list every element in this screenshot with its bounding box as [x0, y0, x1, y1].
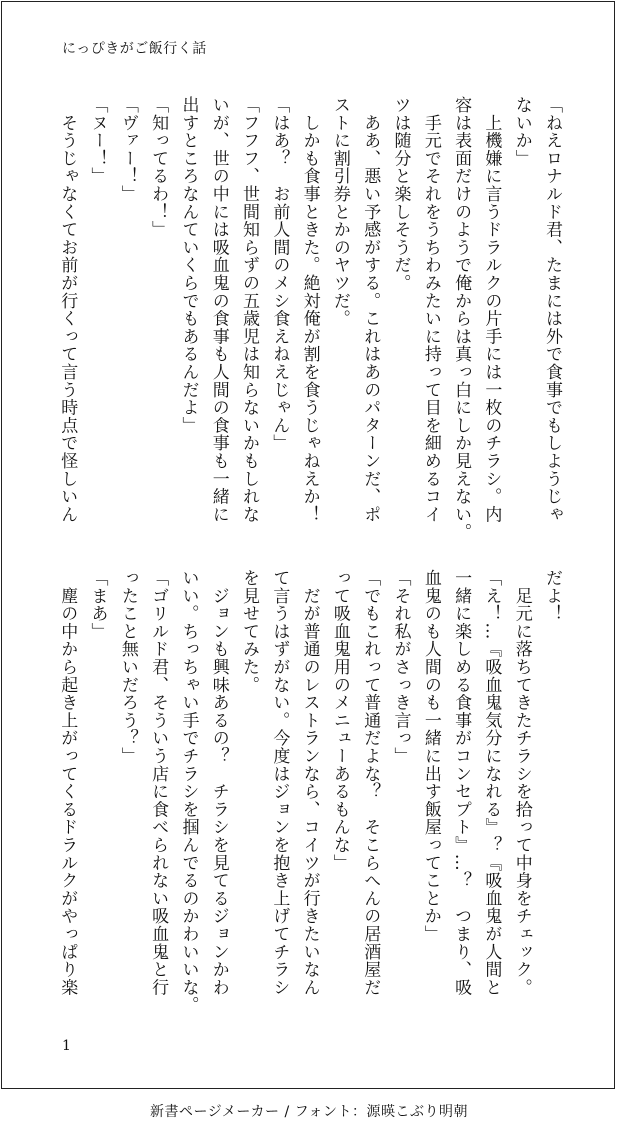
text-line: 上機嫌に言うドラルクの片手には一枚のチラシ。内: [481, 96, 502, 524]
text-line: 「ヴァー！」: [117, 96, 138, 203]
text-line: しかも食事ときた。絶対俺が割を食うじゃねえか！: [299, 96, 320, 524]
text-line: て言うはずがない。今度はジョンを抱き上げてチラシ: [269, 569, 290, 997]
text-line: 足元に落ちてきたチラシを拾って中身をチェック。: [511, 569, 532, 997]
running-header: にっぴきがご飯行く話: [62, 41, 207, 57]
text-line: 「え！…『吸血鬼気分になれる』？『吸血鬼が人間と: [481, 569, 502, 997]
text-line: いい。ちっちゃい手でチラシを掴んでるのかわいいな。: [178, 569, 199, 1014]
text-line: 塵の中から起き上がってくるドラルクがやっぱり楽: [57, 569, 78, 997]
text-line: だよ！: [542, 569, 562, 623]
footer-credit: 新書ページメーカー / フォント：源暎こぶり明朝: [150, 1104, 468, 1120]
text-line: 血鬼のも人間のも一緒に出す飯屋ってことか」: [420, 569, 441, 943]
text-line: 「ねえロナルド君、たまには外で食事でもしようじゃ: [542, 96, 562, 524]
text-line: ったこと無いだろう？」: [117, 569, 138, 765]
text-line: 「フフフ、世間知らずの五歳児は知らないかもしれな: [239, 96, 260, 524]
text-line: 「でもこれって普通だよな？ そこらへんの居酒屋だ: [360, 569, 381, 997]
text-line: って吸血鬼用のメニューあるもんな」: [329, 569, 350, 872]
text-line: ツは随分と楽しそうだ。: [390, 96, 411, 292]
text-line: ジョンも興味あるの？ チラシを見てるジョンかわ: [208, 569, 229, 997]
text-line: 出すところなんていくらでもあるんだよ」: [178, 96, 199, 435]
text-line: 容は表面だけのようで俺からは真っ白にしか見えない。: [451, 96, 472, 541]
text-line: 一緒に楽しめる食事がコンセプト』…？ つまり、吸: [451, 569, 472, 997]
text-line: 「知ってるわ！」: [148, 96, 169, 239]
text-line: 手元でそれをうちわみたいに持って目を細めるコイ: [420, 96, 441, 524]
text-line: ないか」: [511, 96, 532, 168]
text-line: 「ヌー！」: [87, 96, 108, 185]
lower-text-block: [57, 569, 567, 1014]
text-line: だが普通のレストランなら、コイツが行きたいなん: [299, 569, 320, 997]
text-line: 「まあ」: [87, 569, 108, 641]
text-line: ああ、悪い予感がする。これはあのパターンだ、ポ: [360, 96, 381, 524]
text-line: 「はあ？ お前人間のメシ食えねえじゃん」: [269, 96, 290, 452]
text-line: いが、世の中には吸血鬼の食事も人間の食事も一緒に: [208, 96, 229, 524]
upper-text-block: [57, 96, 567, 541]
text-line: そうじゃなくてお前が行くって言う時点で怪しいん: [57, 96, 78, 524]
text-line: ストに割引券とかのヤツだ。: [329, 96, 350, 328]
text-line: を見せてみた。: [239, 569, 260, 694]
text-line: 「それ私がさっき言っ」: [390, 569, 411, 765]
text-line: 「ゴリルド君、そういう店に食べられない吸血鬼と行: [148, 569, 169, 997]
page-number: 1: [62, 1038, 71, 1054]
page-frame: [1, 1, 615, 1089]
